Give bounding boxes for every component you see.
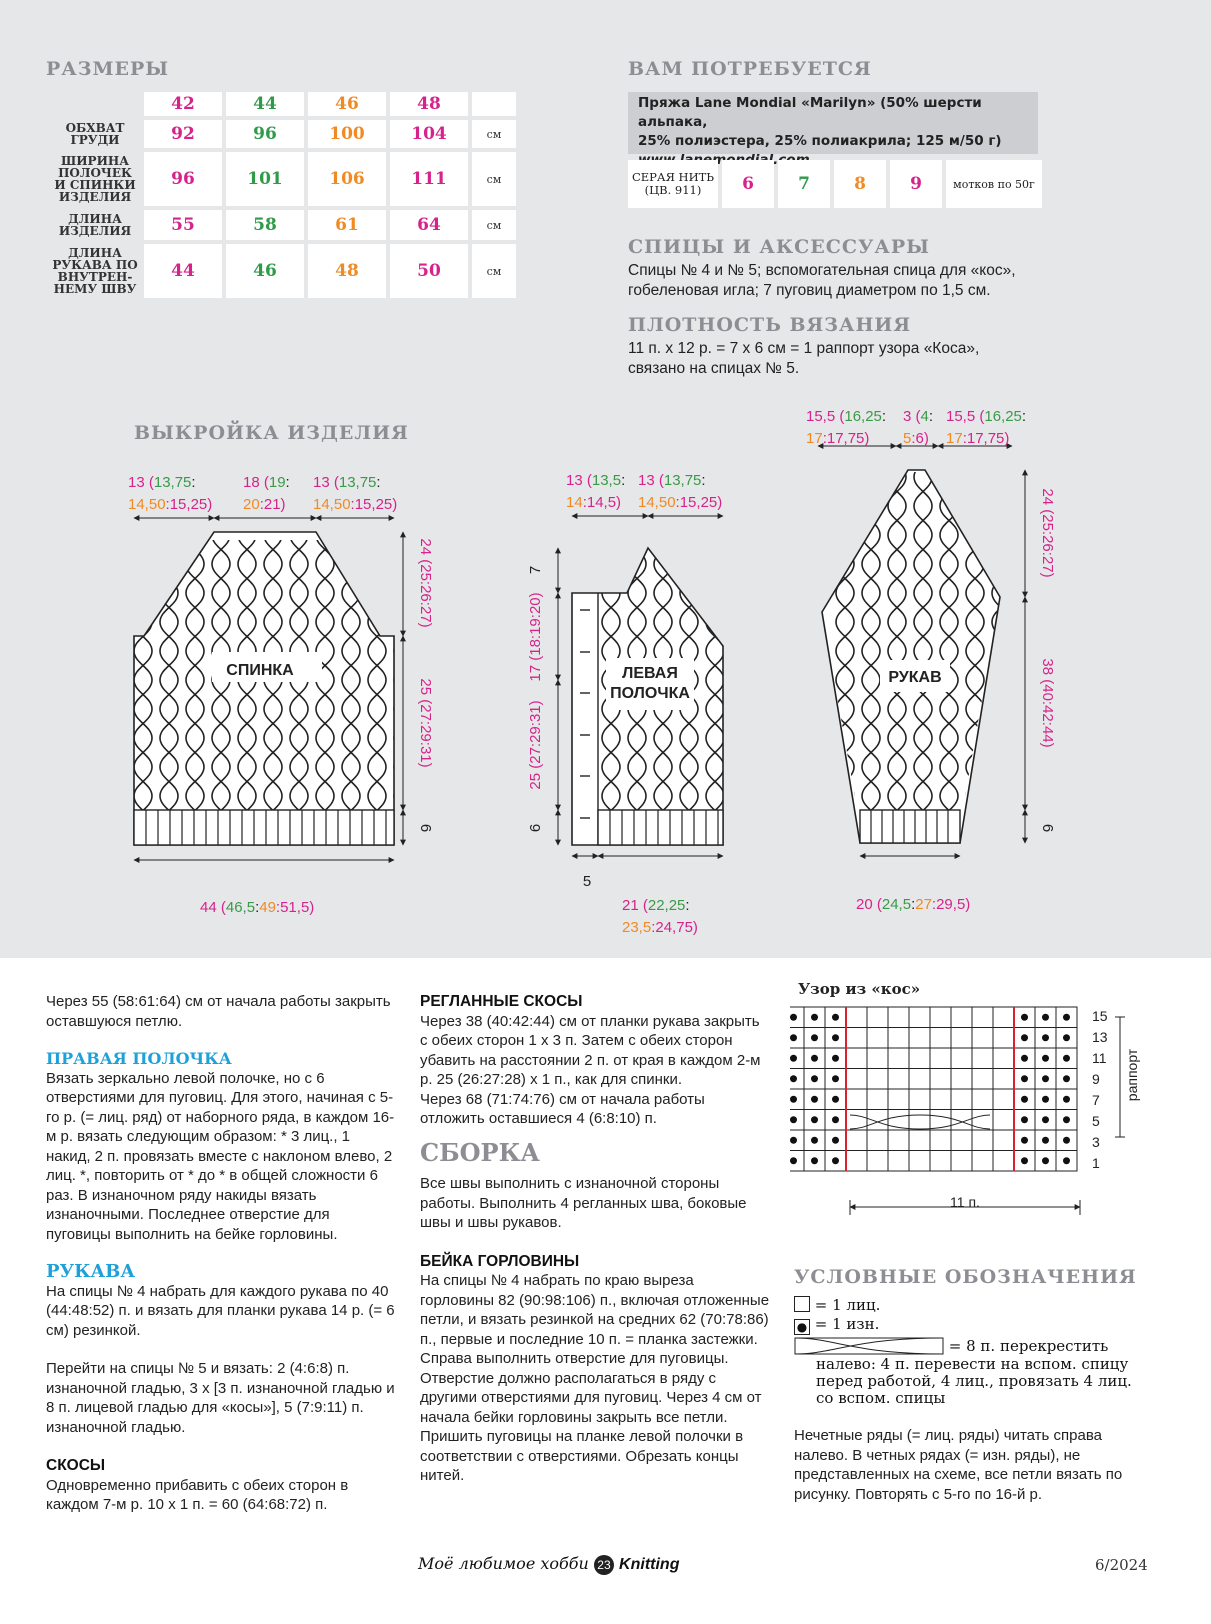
dim-part: :17,75) (822, 430, 870, 447)
qty-unit: мотков по 50г (946, 160, 1042, 208)
dim-label: 6 (417, 823, 434, 833)
purl-dot (790, 1116, 797, 1123)
text-line: связано на спицах № 5. (628, 359, 800, 377)
front-label-1: ЛЕВАЯ (622, 665, 678, 682)
chart-cell (888, 1028, 909, 1049)
row-number: 5 (1092, 1113, 1100, 1129)
dim-label: 6 (527, 823, 544, 833)
chart-cell (972, 1048, 993, 1069)
front-top-left-dim: 13 (13,5: 14:14,5) (566, 472, 626, 511)
paragraph: На спицы № 4 набрать для каждого рукава по 40 (44:48:52) п. и вязать для планки рукава 14 р. (= 6 см) резинкой. (46, 1282, 395, 1339)
purl-dot (832, 1014, 839, 1021)
cell: 96 (144, 152, 222, 206)
purl-dot (811, 1055, 818, 1062)
legend-purl: = 1 изн. (814, 1315, 880, 1333)
chart-cell (846, 1048, 867, 1069)
heading-sleeves: РУКАВА (46, 1261, 136, 1282)
chart-cell (867, 1007, 888, 1028)
chart-cell (846, 1069, 867, 1090)
purl-dot (811, 1075, 818, 1082)
chart-cell (846, 1007, 867, 1028)
dim-part: :17,75) (962, 430, 1010, 447)
purl-dot (1021, 1116, 1028, 1123)
chart-cell (867, 1069, 888, 1090)
chart-cell (993, 1028, 1014, 1049)
legend-cross: = 8 п. перекрестить (948, 1337, 1109, 1355)
purl-dot (1063, 1034, 1070, 1041)
cell: 106 (308, 152, 386, 206)
color-label: СЕРАЯ НИТЬ (ЦВ. 911) (628, 160, 718, 208)
chart-cell (867, 1028, 888, 1049)
dim-part: : (376, 474, 381, 491)
paragraph: Вязать зеркально левой полочке, но с 6 отверстиями для пуговиц. Для этого, начиная с 5-го р. (= лиц. ряд) от наборного ряда, в каждом 16-м р. вязать следующим образом: * 3 лиц., 1 накид, 2 п. провязать вместе с наклоном влево, 2 лиц. *, повторить от * до * в общей сложности 6 раз. В изнаночном ряду накиды вязать изнаночными. Последнее отверстие для пуговицы выполнить на бейке горловины. (46, 1069, 395, 1243)
chart-cell (867, 1048, 888, 1069)
yarn-line: Пряжа Lane Mondial «Marilyn» (50% шерсти альпака, (638, 95, 982, 130)
purl-dot (811, 1157, 818, 1164)
issue-date: 6/2024 (1095, 1556, 1148, 1574)
purl-dot (832, 1034, 839, 1041)
heading-right-front: ПРАВАЯ ПОЛОЧКА (46, 1049, 232, 1068)
chart-cell (909, 1130, 930, 1151)
dim-part: 14,50 (638, 494, 676, 511)
purl-dot (832, 1116, 839, 1123)
front-top-right-dim (638, 470, 722, 514)
gauge-title: ПЛОТНОСТЬ ВЯЗАНИЯ (628, 314, 912, 336)
chart-cell (951, 1028, 972, 1049)
chart-cell (993, 1007, 1014, 1028)
purl-dot (811, 1116, 818, 1123)
pattern-title: ВЫКРОЙКА ИЗДЕЛИЯ (134, 422, 409, 444)
dim-part: : (191, 474, 196, 491)
legend-knit: = 1 лиц. (814, 1296, 881, 1314)
dim-part: 44 ( (200, 899, 226, 916)
chart-cell (993, 1110, 1014, 1131)
purl-dot (790, 1075, 797, 1082)
sleeve-top-right-dim: 15,5 (16,25: 17:17,75) (946, 408, 1027, 447)
chart-cell (909, 1048, 930, 1069)
chart-cell (993, 1048, 1014, 1069)
row-number: 9 (1092, 1071, 1100, 1087)
chart-cell (867, 1089, 888, 1110)
row-number: 7 (1092, 1092, 1100, 1108)
chart-cell (972, 1089, 993, 1110)
chart-cell (930, 1130, 951, 1151)
purl-dot (1042, 1034, 1049, 1041)
unit: см (472, 120, 516, 148)
cell: 64 (390, 210, 468, 240)
chart-cell (888, 1069, 909, 1090)
dim-part: :15,25) (165, 496, 213, 513)
chart-cell (930, 1069, 951, 1090)
row-label: ДЛИНА ИЗДЕЛИЯ (50, 210, 140, 240)
purl-dot (1021, 1034, 1028, 1041)
purl-dot (1021, 1096, 1028, 1103)
purl-dot (811, 1137, 818, 1144)
chart-cell (867, 1151, 888, 1172)
dim-label: 25 (27:29:31) (417, 678, 434, 768)
knit-symbol-icon (794, 1296, 810, 1312)
dim-part: :15,25) (675, 494, 723, 511)
dim-label: 24 (25:26:27) (1039, 488, 1056, 578)
dim-part: 14,50 (313, 496, 351, 513)
cell: 111 (390, 152, 468, 206)
chart-cell (930, 1110, 951, 1131)
chart-cell (951, 1007, 972, 1028)
chart-cell (951, 1048, 972, 1069)
dim-label: 17 (18:19:20) (527, 592, 544, 682)
chart-cell (888, 1007, 909, 1028)
dim-part: 19 (268, 474, 286, 491)
chart-cell (909, 1028, 930, 1049)
size-48: 48 (390, 92, 468, 116)
back-label: СПИНКА (226, 662, 294, 679)
chart-cell (909, 1007, 930, 1028)
paragraph: Через 38 (40:42:44) см от планки рукава закрыть с обеих сторон 1 х 3 п. Затем с обеих сторон убавить на расстоянии 2 п. от края в каждом 2-м р. 25 (26:27:28) х 1 п., как для спинки. (420, 1012, 761, 1088)
purl-dot (1042, 1075, 1049, 1082)
column-2 (420, 992, 770, 1486)
cell: 61 (308, 210, 386, 240)
dim-part: 13,75 (338, 474, 377, 491)
paragraph: На спицы № 4 набрать по краю выреза горловины 82 (90:98:106) п., включая отложенные петли, и вязать резинкой на средних 62 (70:78:86) п., первые и последние 10 п. = планка застежки. Справа выполнить отверстие для пуговицы. Отверстие должно располагаться в ряду с другими отверстиями для пуговиц. Через 4 см от начала бейки горловины закрыть все петли. Пришить пуговицы на планке левой полочки в соответствии с отверстиями. Обрезать концы нитей. (420, 1272, 770, 1484)
cell: 104 (390, 120, 468, 148)
dim-part: :21) (259, 496, 286, 513)
chart-cell (930, 1089, 951, 1110)
dim-part: 14 (566, 494, 583, 511)
dim-part: 16,25 (984, 408, 1022, 425)
purl-dot (1063, 1096, 1070, 1103)
gauge-text (628, 339, 979, 378)
cell: 100 (308, 120, 386, 148)
dim-part: 20 (243, 496, 260, 513)
dim-part: 13 ( (566, 472, 592, 489)
purl-dot (832, 1137, 839, 1144)
dim-part: 49 (259, 899, 276, 916)
sleeve-top-left-dim: 15,5 (16,25: 17:17,75) (806, 408, 887, 447)
row-number: 15 (1092, 1008, 1108, 1024)
chart-width-label: 11 п. (950, 1194, 980, 1210)
purl-dot (790, 1034, 797, 1041)
back-piece (134, 532, 394, 845)
purl-dot (1021, 1137, 1028, 1144)
paragraph: Одновременно прибавить с обеих сторон в каждом 7-м р. 10 х 1 п. = 60 (64:68:72) п. (46, 1476, 349, 1513)
chart-cell (909, 1151, 930, 1172)
chart-cell (951, 1069, 972, 1090)
dim-part: 13 ( (128, 474, 154, 491)
front-bottom-dim: 21 (22,25: 23,5:24,75) (622, 897, 698, 936)
chart-cell (972, 1069, 993, 1090)
cell: 50 (390, 244, 468, 298)
unit: см (472, 210, 516, 240)
paragraph: Через 68 (71:74:76) см от начала работы отложить оставшиеся 4 (6:8:10) п. (420, 1090, 705, 1127)
legend-note: Нечетные ряды (= лиц. ряды) читать справа налево. В четных рядах (= изн. ряды), не представленных на схеме, все петли вязать по рисунку. Повторять с 5-го по 16-й р. (794, 1427, 1123, 1503)
chart-cell (846, 1089, 867, 1110)
heading-neck: БЕЙКА ГОРЛОВИНЫ (420, 1252, 580, 1270)
dim-part: 18 ( (243, 474, 269, 491)
cell: 55 (144, 210, 222, 240)
paragraph: Через 55 (58:61:64) см от начала работы закрыть оставшуюся петлю. (46, 993, 391, 1030)
chart-cell (846, 1130, 867, 1151)
purl-dot (1042, 1116, 1049, 1123)
dim-part: : (701, 472, 706, 489)
dim-label: 25 (27:29:31) (527, 700, 544, 790)
chart-cell (972, 1028, 993, 1049)
dim-part: : (285, 474, 290, 491)
chart-cell (993, 1130, 1014, 1151)
purl-dot (1042, 1096, 1049, 1103)
row-number: 11 (1092, 1050, 1107, 1066)
purl-dot (811, 1034, 818, 1041)
row-number: 1 (1092, 1155, 1100, 1171)
chart-cell (972, 1110, 993, 1131)
cell: 48 (308, 244, 386, 298)
chart-cell (951, 1130, 972, 1151)
legend (794, 1296, 1144, 1407)
purl-dot (1042, 1055, 1049, 1062)
purl-dot (790, 1014, 797, 1021)
chart-cell (930, 1028, 951, 1049)
qty: 6 (722, 160, 774, 208)
back-top-left-dim (128, 472, 212, 516)
chart-cell (993, 1151, 1014, 1172)
purl-dot (1021, 1014, 1028, 1021)
purl-dot (1063, 1075, 1070, 1082)
sleeve-label: РУКАВ (888, 669, 942, 686)
yarn-box (628, 92, 1038, 154)
quantity-table (624, 156, 1046, 212)
cell: 96 (226, 120, 304, 148)
sleeve-bottom-dim: 20 (24,5:27:29,5) (856, 896, 971, 913)
chart-cell (951, 1089, 972, 1110)
dim-part: 17 (946, 430, 963, 447)
purl-dot (790, 1137, 797, 1144)
row-label: ШИРИНА ПОЛОЧЕК И СПИНКИ ИЗДЕЛИЯ (50, 152, 140, 206)
dim-label: 7 (527, 565, 544, 575)
heading-assembly: СБОРКА (420, 1137, 540, 1167)
chart-cell (993, 1089, 1014, 1110)
cell: 92 (144, 120, 222, 148)
dim-part: :6) (911, 430, 929, 447)
row-number: 3 (1092, 1134, 1100, 1150)
back-bottom-dim: 44 (46,5:49:51,5) (200, 899, 315, 916)
purl-symbol-icon: ● (794, 1319, 810, 1335)
text-line: гобеленовая игла; 7 пуговиц диаметром по 1,5 см. (628, 281, 991, 299)
dim-part: 4 (920, 408, 929, 425)
chart-cell (888, 1048, 909, 1069)
legend-cross-desc: налево: 4 п. перевести на вспом. спицу перед работой, 4 лиц., провязать 4 лиц. со вспом. спицы (816, 1355, 1132, 1407)
purl-dot (790, 1055, 797, 1062)
purl-dot (1063, 1116, 1070, 1123)
chart-cell (846, 1151, 867, 1172)
purl-dot (1063, 1157, 1070, 1164)
cell: 58 (226, 210, 304, 240)
cable-chart (790, 1005, 1170, 1215)
qty: 9 (890, 160, 942, 208)
chart-cell (909, 1110, 930, 1131)
sizes-table (46, 88, 520, 302)
purl-dot (832, 1096, 839, 1103)
unit: см (472, 244, 516, 298)
purl-dot (790, 1157, 797, 1164)
dim-part: :29,5) (931, 896, 971, 913)
page-number: 23 (594, 1555, 614, 1575)
chart-cell (972, 1130, 993, 1151)
dim-part: 15,5 ( (946, 408, 985, 425)
footer-left (418, 1554, 679, 1575)
chart-cell (888, 1130, 909, 1151)
text-line: 11 п. х 12 р. = 7 х 6 см = 1 раппорт узора «Коса», (628, 340, 980, 357)
chart-cell (909, 1089, 930, 1110)
dim-part: 5 (903, 430, 912, 447)
dim-label: 38 (40:42:44) (1039, 658, 1056, 748)
back-top-mid-dim (243, 472, 290, 516)
chart-cell (930, 1048, 951, 1069)
cell: 101 (226, 152, 304, 206)
row-label: ОБХВАТ ГРУДИ (50, 120, 140, 148)
repeat-label: раппорт (1124, 1048, 1140, 1102)
dim-part: 15,5 ( (806, 408, 845, 425)
dim-part: 13 ( (313, 474, 339, 491)
paragraph: Перейти на спицы № 5 и вязать: 2 (4:6:8) п. изнаночной гладью, 3 х [3 п. изнаночной гладью и 8 п. лицевой гладью для «косы»], 5 (7:9:11) п. изнаночной гладью. (46, 1360, 395, 1436)
paragraph: Все швы выполнить с изнаночной стороны работы. Выполнить 4 регланных шва, боковые швы и швы рукавов. (420, 1175, 747, 1231)
purl-dot (1042, 1014, 1049, 1021)
dim-part: :24,75) (651, 919, 698, 936)
dim-part: 46,5 (225, 899, 256, 916)
sizes-title: РАЗМЕРЫ (46, 58, 170, 80)
size-44: 44 (226, 92, 304, 116)
text-line: Спицы № 4 и № 5; вспомогательная спица для «кос», (628, 262, 1016, 279)
chart-cell (972, 1151, 993, 1172)
cell: 46 (226, 244, 304, 298)
dim-part: :51,5) (275, 899, 315, 916)
size-42: 42 (144, 92, 222, 116)
purl-dot (832, 1157, 839, 1164)
row-number: 13 (1092, 1029, 1108, 1045)
unit: см (472, 152, 516, 206)
chart-cell (951, 1151, 972, 1172)
qty: 8 (834, 160, 886, 208)
dim-part: 13,75 (663, 472, 702, 489)
chart-cell (888, 1089, 909, 1110)
chart-cell (867, 1130, 888, 1151)
dim-part: 22,25 (647, 897, 686, 914)
dim-part: 20 ( (856, 896, 882, 913)
dim-label: 24 (25:26:27) (417, 538, 434, 628)
chart-cell (930, 1007, 951, 1028)
purl-dot (832, 1075, 839, 1082)
purl-dot (1063, 1137, 1070, 1144)
qty: 7 (778, 160, 830, 208)
materials-title: ВАМ ПОТРЕБУЕТСЯ (628, 58, 872, 80)
dim-part: 13,75 (153, 474, 192, 491)
dim-label: 6 (1039, 823, 1056, 833)
needles-title: СПИЦЫ И АКСЕССУАРЫ (628, 236, 931, 258)
purl-dot (790, 1096, 797, 1103)
heading-bevels: СКОСЫ (46, 1457, 106, 1474)
chart-cell (888, 1151, 909, 1172)
cross-symbol-icon (794, 1337, 944, 1355)
dim-part: 13,5 (591, 472, 622, 489)
purl-dot (1063, 1014, 1070, 1021)
needles-text (628, 261, 1016, 300)
magazine-section: Knitting (619, 1556, 680, 1573)
magazine-name: Моё любимое хобби (418, 1554, 589, 1573)
purl-dot (832, 1055, 839, 1062)
legend-title: УСЛОВНЫЕ ОБОЗНАЧЕНИЯ (794, 1266, 1137, 1288)
row-label: ДЛИНА РУКАВА ПО ВНУТРЕН-НЕМУ ШВУ (50, 244, 140, 298)
cell: 44 (144, 244, 222, 298)
dim-part: 14,50 (128, 496, 166, 513)
purl-dot (1021, 1055, 1028, 1062)
purl-dot (1042, 1157, 1049, 1164)
chart-cell (909, 1069, 930, 1090)
dim-part: 17 (806, 430, 823, 447)
front-label-2: ПОЛОЧКА (610, 685, 690, 702)
purl-dot (1063, 1055, 1070, 1062)
purl-dot (811, 1096, 818, 1103)
chart-cell (930, 1151, 951, 1172)
column-1 (46, 992, 396, 1515)
dim-part: :14,5) (582, 494, 622, 511)
purl-dot (1021, 1157, 1028, 1164)
dim-part: 23,5 (622, 919, 652, 936)
heading-raglan: РЕГЛАННЫЕ СКОСЫ (420, 993, 583, 1010)
dim-part: 13 ( (638, 472, 664, 489)
chart-cell (972, 1007, 993, 1028)
purl-dot (1042, 1137, 1049, 1144)
chart-title: Узор из «кос» (798, 980, 921, 998)
dim-part: 27 (915, 896, 932, 913)
sleeve-top-mid-dim: 3 (4: 5:6) (903, 408, 934, 447)
dim-part: 3 ( (903, 408, 921, 425)
dim-part: :15,25) (350, 496, 398, 513)
chart-cell (993, 1069, 1014, 1090)
dim-part: 16,25 (844, 408, 882, 425)
size-46: 46 (308, 92, 386, 116)
dim-part: 21 ( (622, 897, 648, 914)
purl-dot (1021, 1075, 1028, 1082)
back-top-right-dim (313, 472, 397, 516)
yarn-line: 25% полиэстера, 25% полиакрила; 125 м/50 г) (638, 133, 1002, 149)
purl-dot (811, 1014, 818, 1021)
dim-label: 5 (582, 873, 592, 890)
chart-cell (846, 1028, 867, 1049)
dim-part: 24,5 (881, 896, 912, 913)
sleeve-piece (822, 470, 1000, 843)
